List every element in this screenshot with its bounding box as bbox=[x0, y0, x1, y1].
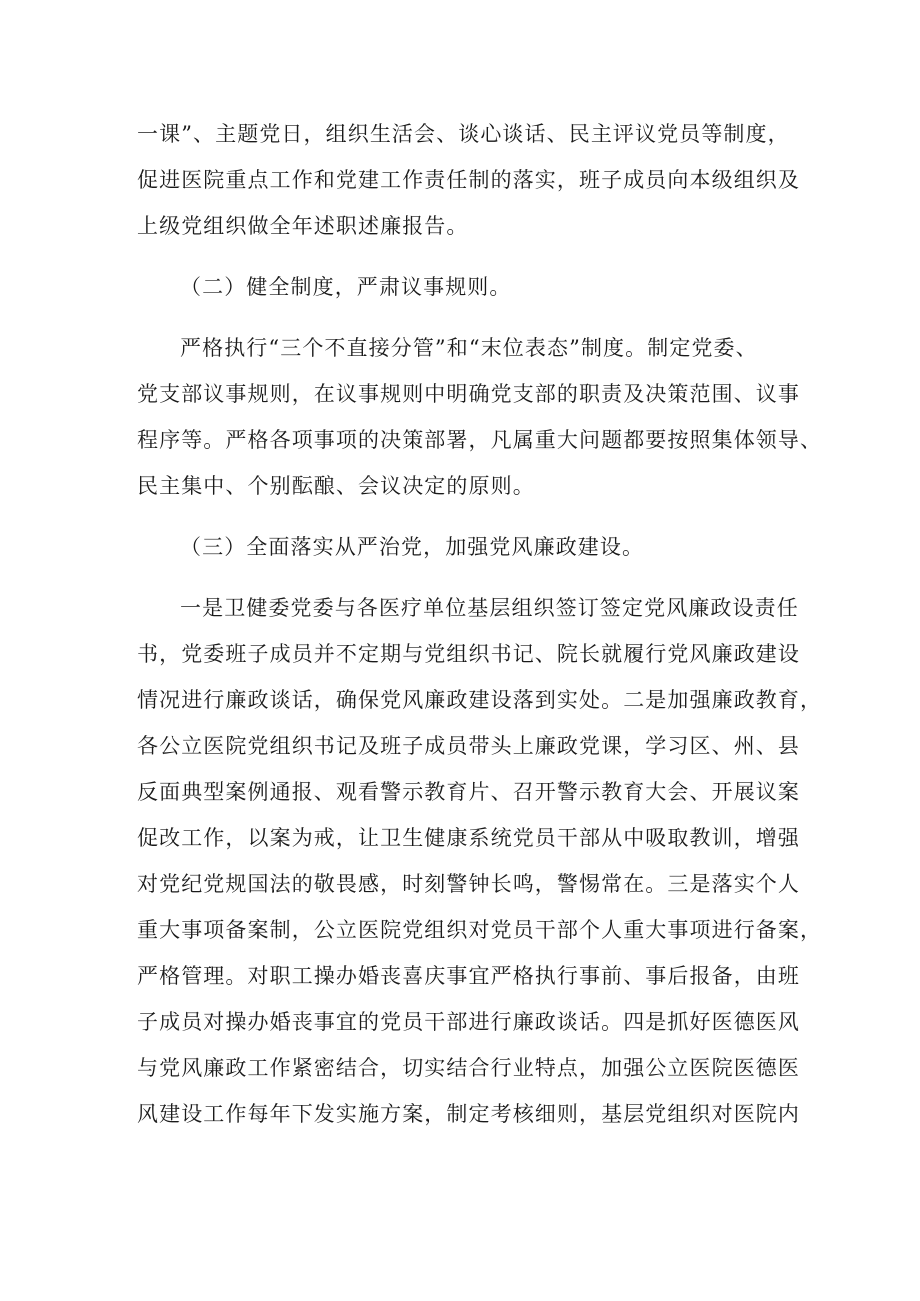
paragraph-line: 风建设工作每年下发实施方案，制定考核细则，基层党组织对医院内 bbox=[137, 1102, 800, 1126]
paragraph-line: 一课”、主题党日，组织生活会、谈心谈话、民主评议党员等制度， bbox=[137, 122, 790, 146]
paragraph-line: 一是卫健委党委与各医疗单位基层组织签订签定党风廉政设责任 bbox=[180, 596, 799, 620]
paragraph-line: 对党纪党规国法的敬畏感，时刻警钟长鸣，警惕常在。三是落实个人 bbox=[137, 872, 800, 896]
paragraph-line: 各公立医院党组织书记及班子成员带头上廉政党课，学习区、州、县 bbox=[137, 734, 800, 758]
paragraph-line: 严格执行“三个不直接分管”和“末位表态”制度。制定党委、 bbox=[180, 336, 758, 360]
paragraph-line: 与党风廉政工作紧密结合，切实结合行业特点，加强公立医院医德医 bbox=[137, 1056, 800, 1080]
section-heading: （三）全面落实从严治党，加强党风廉政建设。 bbox=[180, 535, 645, 559]
paragraph-line: 重大事项备案制，公立医院党组织对党员干部个人重大事项进行备案， bbox=[137, 918, 823, 942]
paragraph-line: 严格管理。对职工操办婚丧喜庆事宜严格执行事前、事后报备，由班 bbox=[137, 964, 800, 988]
paragraph-line: 上级党组织做全年述职述廉报告。 bbox=[137, 214, 469, 238]
section-heading: （二）健全制度，严肃议事规则。 bbox=[180, 275, 512, 299]
paragraph-line: 程序等。严格各项事项的决策部署，凡属重大问题都要按照集体领导、 bbox=[137, 428, 823, 452]
paragraph-line: 民主集中、个别酝酿、会议决定的原则。 bbox=[137, 474, 535, 498]
paragraph-line: 书，党委班子成员并不定期与党组织书记、院长就履行党风廉政建设 bbox=[137, 642, 800, 666]
paragraph-line: 反面典型案例通报、观看警示教育片、召开警示教育大会、开展议案 bbox=[137, 780, 800, 804]
paragraph-line: 子成员对操办婚丧事宜的党员干部进行廉政谈话。四是抓好医德医风 bbox=[137, 1010, 800, 1034]
paragraph-line: 促进医院重点工作和党建工作责任制的落实，班子成员向本级组织及 bbox=[137, 168, 800, 192]
paragraph-line: 党支部议事规则，在议事规则中明确党支部的职责及决策范围、议事 bbox=[137, 382, 800, 406]
paragraph-line: 情况进行廉政谈话，确保党风廉政建设落到实处。二是加强廉政教育， bbox=[137, 688, 823, 712]
paragraph-line: 促改工作，以案为戒，让卫生健康系统党员干部从中吸取教训，增强 bbox=[137, 826, 800, 850]
